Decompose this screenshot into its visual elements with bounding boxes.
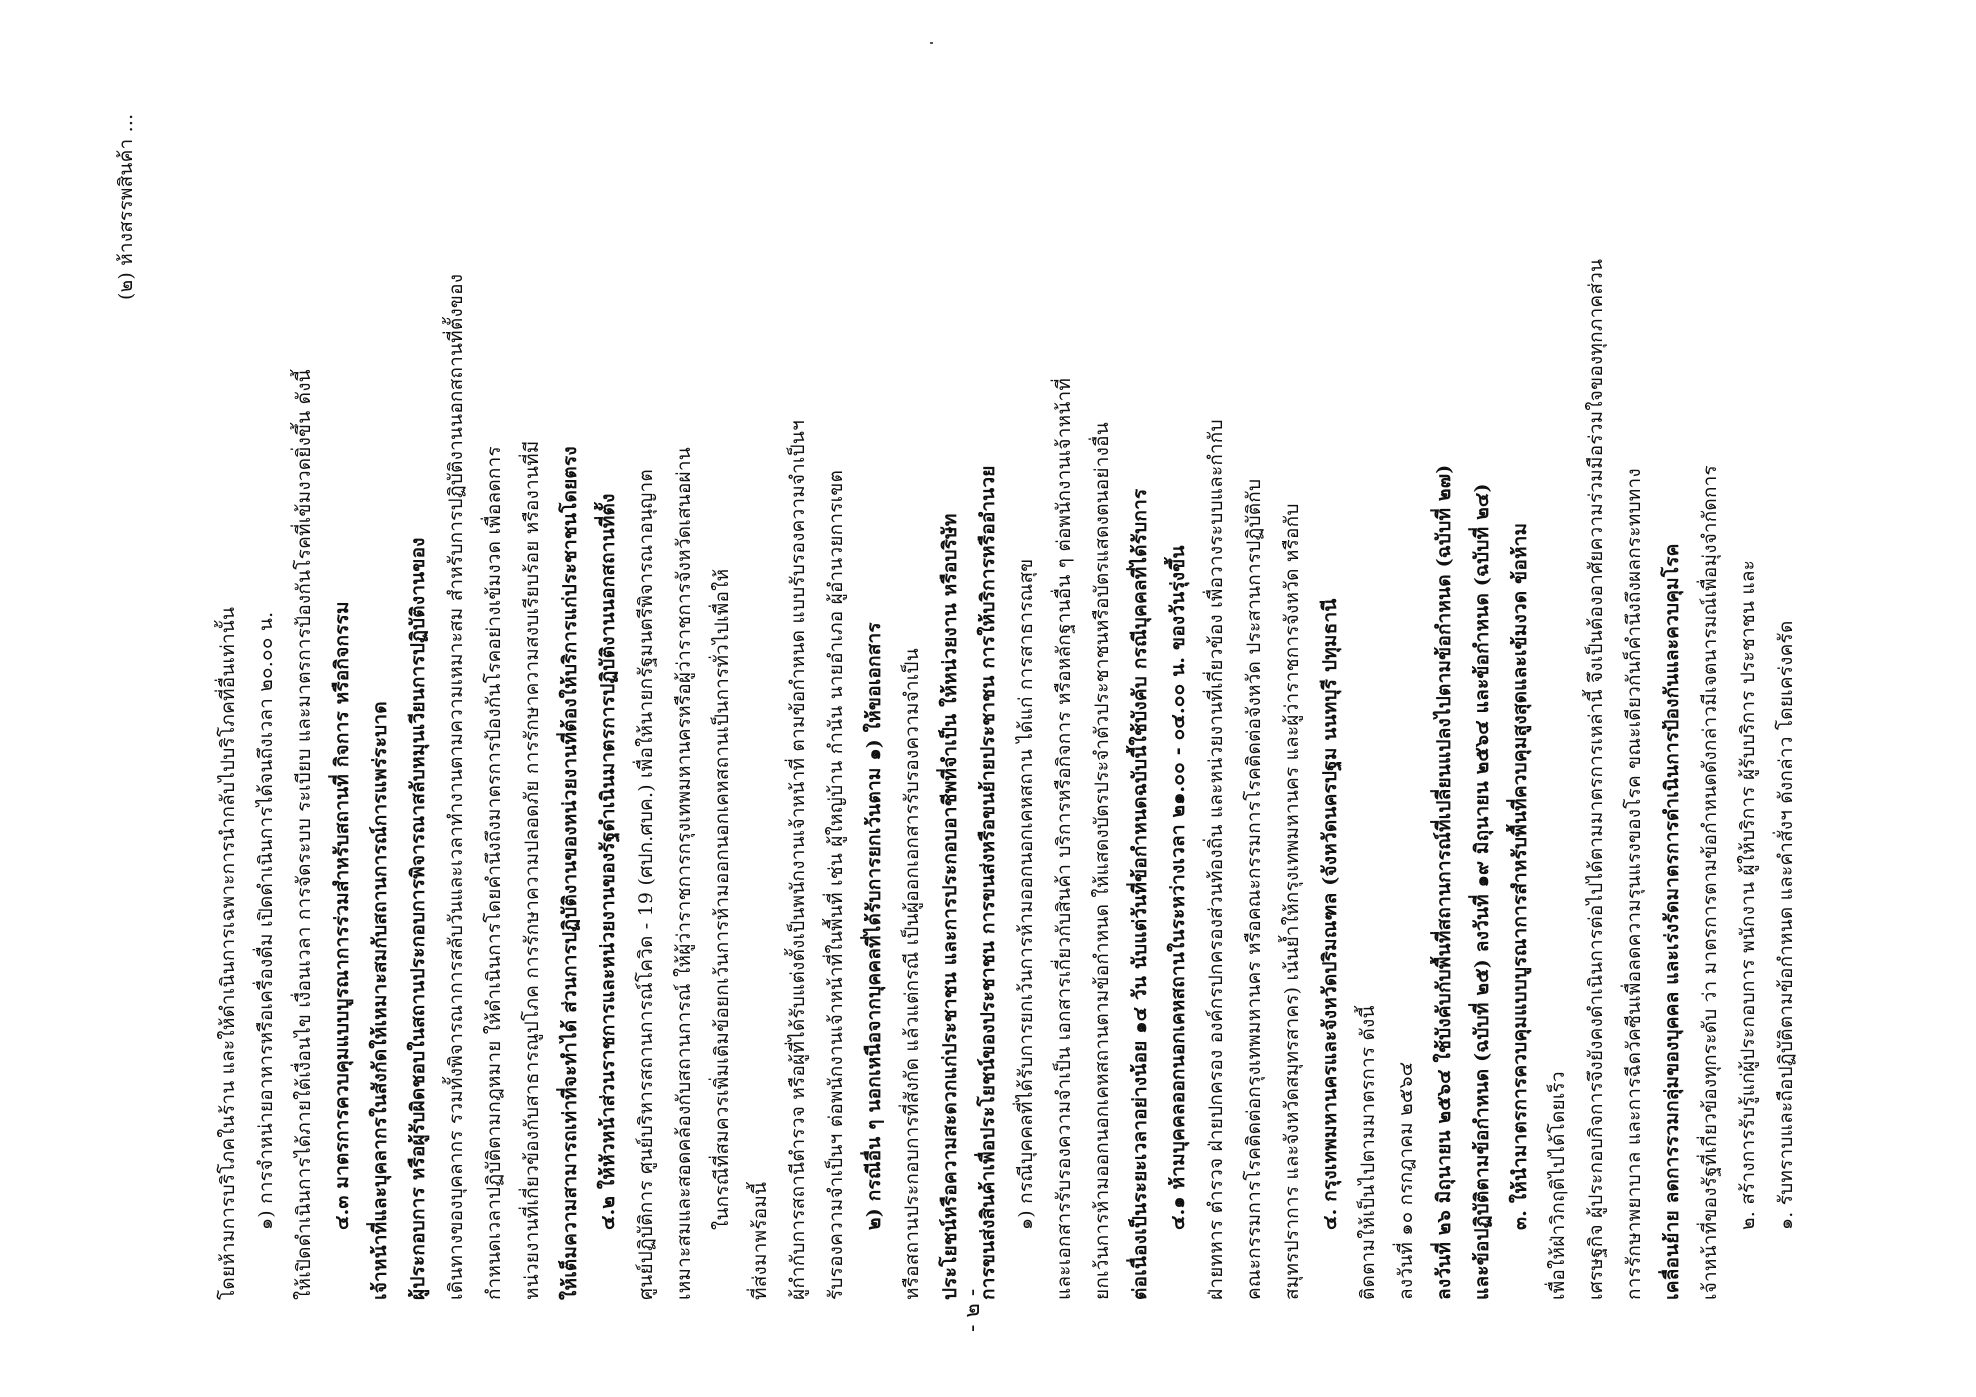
text-line: และเอกสารรับรองความจำเป็น เอกสารเกี่ยวกับสินค้า บริการหรือกิจการ หรือหลักฐานอื่น ๆ ต่อพนักงานเจ้าหน้าที่ [1053,377,1075,1300]
text-line: ต่อเนื่องเป็นระยะเวลาอย่างน้อย ๑๔ วัน นับแต่วันที่ข้อกำหนดฉบับนี้ใช้บังคับ กรณีบุคคลที่ได้รับการ [1129,488,1151,1300]
text-line: สมุทรปราการ และจังหวัดสมุทรสาคร) เน้นย้ำให้กรุงเทพมหานคร และผู้ว่าราชการจังหวัด หรือกับ [1281,503,1303,1300]
text-line: คณะกรรมการโรคติดต่อกรุงเทพมหานคร หรือคณะกรรมการโรคติดต่อจังหวัด ประสานการปฏิบัติกับ [1243,478,1265,1300]
footer-continuation: (๒) ห้างสรรพสินค้า ... [115,113,137,300]
text-line: ๔.๑ ห้ามบุคคลออกนอกเคหสถานในระหว่างเวลา ๒๑.๐๐ - ๐๔.๐๐ น. ของวันรุ่งขึ้น [1167,545,1189,1230]
text-line: เดินทางของบุคลากร รวมทั้งพิจารณาการสลับวันและเวลาทำงานตามความเหมาะสม สำหรับการปฏิบัติงานนอกสถานที่ตั้งของ [445,273,467,1300]
text-line: กำหนดเวลาปฏิบัติตามกฎหมาย ให้ดำเนินการโดยคำนึงถึงมาตรการป้องกันโรคอย่างเข้มงวด เพื่อลดการ [483,446,505,1300]
text-line: รับรองความจำเป็นฯ ต่อพนักงานเจ้าหน้าที่ในพื้นที่ เช่น ผู้ใหญ่บ้าน กำนัน นายอำเภอ ผู้อำนวยการเขต [825,469,847,1300]
text-line: ๔. กรุงเทพมหานครและจังหวัดปริมณฑล (จังหวัดนครปฐม นนทบุรี ปทุมธานี [1319,598,1341,1230]
text-line: หรือสถานประกอบการที่สังกัด แล้วแต่กรณี เป็นผู้ออกเอกสารรับรองความจำเป็น [901,648,923,1300]
text-line: ศูนย์ปฏิบัติการ ศูนย์บริหารสถานการณ์โควิด - 19 (ศปก.ศบค.) เพื่อให้นายกรัฐมนตรีพิจารณาอนุญาต [635,469,657,1300]
text-line: เหมาะสมและสอดคล้องกับสถานการณ์ ให้ผู้ว่าราชการกรุงเทพมหานครหรือผู้ว่าราชการจังหวัดเสนอผ่าน [673,447,695,1300]
page-number: - ๒ - [960,1288,985,1332]
text-line: และข้อปฏิบัติตามข้อกำหนด (ฉบับที่ ๒๕) ลงวันที่ ๑๙ มิถุนายน ๒๕๖๔ และข้อกำหนด (ฉบับที่ ๒๔) [1471,483,1493,1300]
text-line: ๑. รับทราบและถือปฏิบัติตามข้อกำหนด และคำสั่งฯ ดังกล่าว โดยเคร่งครัด [1775,620,1797,1230]
text-line: ให้เปิดดำเนินการได้ภายใต้เงื่อนไข เงื่อนเวลา การจัดระบบ ระเบียบ และมาตรการป้องกันโรคที่เข้มงวดยิ่งขึ้น ดังนี้ [293,369,315,1300]
text-line: ยกเว้นการห้ามออกนอกเคหสถานตามข้อกำหนด ให้แสดงบัตรประจำตัวประชาชนหรือบัตรแสดงตนอย่างอื่น [1091,422,1113,1300]
text-line: ๔.๓ มาตรการควบคุมแบบบูรณาการร่วมสำหรับสถานที่ กิจการ หรือกิจกรรม [331,601,353,1230]
text-line: การขนส่งสินค้าเพื่อประโยชน์ของประชาชน การขนส่งหรือขนย้ายประชาชน การให้บริการหรืออำนวย [977,465,999,1300]
text-line: ที่ส่งมาพร้อมนี้ [749,1181,771,1300]
text-line: เคลื่อนย้าย ลดการรวมกลุ่มของบุคคล และเร่งรัดมาตรการดำเนินการป้องกันและควบคุมโรค [1661,543,1683,1300]
text-line: ให้เต็มความสามารถเท่าที่จะทำได้ ส่วนการปฏิบัติงานของหน่วยงานที่ต้องให้บริการแก่ประชาชนโดยตรง [559,446,581,1300]
rotated-document [100,40,1860,1340]
text-line: ผู้ประกอบการ หรือผู้รับผิดชอบในสถานประกอบการพิจารณาสลับหมุนเวียนการปฏิบัติงานของ [407,537,429,1300]
text-line: ๑) การจำหน่ายอาหารหรือเครื่องดื่ม เปิดดำเนินการได้จนถึงเวลา ๒๐.๐๐ น. [255,611,277,1230]
text-line: ผู้กำกับการสถานีตำรวจ หรือผู้ที่ได้รับแต่งตั้งเป็นพนักงานเจ้าหน้าที่ ตามข้อกำหนด แบบรับรองความจำเป็นฯ [787,420,809,1300]
text-line: ฝ่ายทหาร ตำรวจ ฝ่ายปกครอง องค์กรปกครองส่วนท้องถิ่น และหน่วยงานที่เกี่ยวข้อง เพื่อวางระบบและกำกับ [1205,419,1227,1300]
text-line: เพื่อให้ฝ่าวิกฤติไปได้โดยเร็ว [1547,1071,1569,1300]
text-line: หน่วยงานที่เกี่ยวข้องกับสาธารณูปโภค การรักษาความปลอดภัย การรักษาความสงบเรียบร้อย หรืองานที่มี [521,440,543,1300]
text-line: เศรษฐกิจ ผู้ประกอบกิจการจึงยังคงดำเนินการต่อไปได้ตามมาตรการเหล่านี้ จึงเป็นต้องอาศัยความร่วมมือร่วมใจของทุกภาคส่วน [1585,258,1607,1300]
text-line: การรักษาพยาบาล และการฉีดวัคซีนเพื่อลดความรุนแรงของโรค ขณะเดียวกันก็คำนึงถึงผลกระทบทาง [1623,468,1645,1300]
text-line: ในกรณีที่สมควรเพิ่มเติมข้อยกเว้นการห้ามออกนอกเคหสถานเป็นการทั่วไปเพื่อให้ [711,568,733,1230]
scan-speck [930,42,933,44]
text-line: ๒. สร้างการรับรู้แก่ผู้ประกอบการ พนักงาน ผู้ให้บริการ ผู้รับบริการ ประชาชน และ [1737,559,1759,1230]
text-line: ลงวันที่ ๒๖ มิถุนายน ๒๕๖๔ ใช้บังคับกับพื้นที่สถานการณ์ที่เปลี่ยนแปลงไปตามข้อกำหนด (ฉบับที่ ๒๗) [1433,464,1455,1300]
text-line: เจ้าหน้าที่ของรัฐที่เกี่ยวข้องทุกระดับ ว่า มาตรการตามข้อกำหนดดังกล่าวมีเจตนารมณ์เพื่อมุ่งจำกัดการ [1699,465,1721,1300]
text-line: ๑) กรณีบุคคลที่ได้รับการยกเว้นการห้ามออกนอกเคหสถาน ได้แก่ การสาธารณสุข [1015,558,1037,1230]
text-line: ๔.๒ ให้หัวหน้าส่วนราชการและหน่วยงานของรัฐดำเนินมาตรการปฏิบัติงานนอกสถานที่ตั้ง [597,493,619,1230]
text-line: ลงวันที่ ๑๐ กรกฎาคม ๒๕๖๔ [1395,1061,1417,1300]
text-line: ๒) กรณีอื่น ๆ นอกเหนือจากบุคคลที่ได้รับการยกเว้นตาม ๑) ให้ขอเอกสาร [863,622,885,1230]
text-line: ๓. ให้นำมาตรการควบคุมแบบบูรณาการสำหรับพื้นที่ควบคุมสูงสุดและเข้มงวด ข้อห้าม [1509,522,1531,1230]
text-line: โดยห้ามการบริโภคในร้าน และให้ดำเนินการเฉพาะการนำกลับไปบริโภคที่อื่นเท่านั้น [217,606,239,1300]
text-line: ติดตามให้เป็นไปตามมาตรการ ดังนี้ [1357,1005,1379,1300]
text-line: เจ้าหน้าที่และบุคลากรในสังกัดให้เหมาะสมกับสถานการณ์การแพร่ระบาด [369,701,391,1300]
text-line: ประโยชน์หรือความสะดวกแก่ประชาชน และการประกอบอาชีพที่จำเป็น ให้หน่วยงาน หรือบริษัท [939,513,961,1300]
